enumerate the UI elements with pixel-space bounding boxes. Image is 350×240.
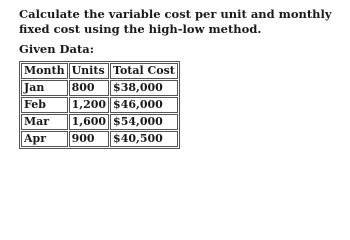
cell-total-cost: $40,500 <box>110 131 178 147</box>
column-header-units: Units <box>69 63 109 79</box>
given-data-heading: Given Data: <box>19 42 94 56</box>
cell-units: 1,200 <box>69 97 109 113</box>
cell-units: 1,600 <box>69 114 109 130</box>
cell-units: 800 <box>69 80 109 96</box>
cell-total-cost: $46,000 <box>110 97 178 113</box>
cell-month: Apr <box>21 131 68 147</box>
column-header-total-cost: Total Cost <box>110 63 178 79</box>
cell-total-cost: $54,000 <box>110 114 178 130</box>
cell-month: Jan <box>21 80 68 96</box>
table-header-row <box>21 63 178 79</box>
cell-month: Feb <box>21 97 68 113</box>
cost-data-table <box>19 61 180 149</box>
table-row <box>21 97 178 113</box>
column-header-month: Month <box>21 63 68 79</box>
cell-units: 900 <box>69 131 109 147</box>
table-row <box>21 131 178 147</box>
table-row <box>21 80 178 96</box>
question-text: Calculate the variable cost per unit and monthly fixed cost using the high-low method. <box>19 7 332 36</box>
cell-month: Mar <box>21 114 68 130</box>
table-row <box>21 114 178 130</box>
cell-total-cost: $38,000 <box>110 80 178 96</box>
